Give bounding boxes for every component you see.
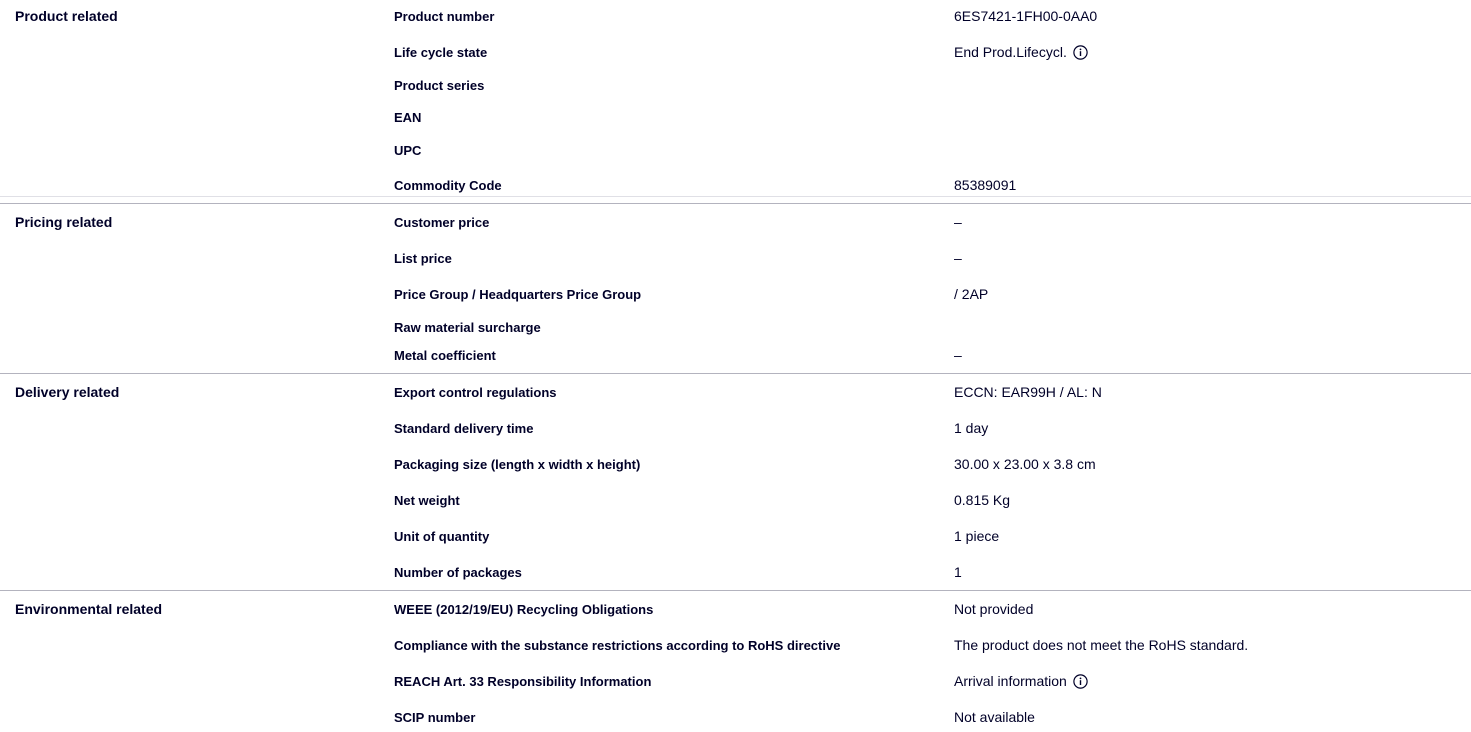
row-value-reach [954,673,1088,689]
row-value-packaging-size [954,456,1096,472]
section-heading-environmental: Environmental related [15,601,163,617]
row-label-raw-material-surcharge: Raw material surcharge [394,320,541,335]
value-text: End Prod.Lifecycl. [954,44,1067,60]
value-text: 0.815 Kg [954,492,1011,508]
row-label-ean: EAN [394,110,422,125]
row-label-commodity-code: Commodity Code [394,178,502,193]
value-text: 1 piece [954,528,1000,544]
row-label-scip-number: SCIP number [394,710,476,725]
row-label-metal-coefficient: Metal coefficient [394,348,496,363]
row-label-customer-price: Customer price [394,215,490,230]
section-divider [0,203,1471,204]
row-label-list-price: List price [394,251,452,266]
section-heading-delivery: Delivery related [15,384,120,400]
value-text: – [954,250,962,266]
row-value-number-of-packages [954,564,962,580]
value-text: 1 day [954,420,989,436]
row-value-customer-price [954,214,962,230]
value-text: – [954,347,962,363]
row-value-commodity-code [954,177,1016,193]
value-text: ECCN: EAR99H / AL: N [954,384,1102,400]
row-label-rohs: Compliance with the substance restrictions according to RoHS directive [394,638,841,653]
row-value-standard-delivery-time [954,420,988,436]
row-label-standard-delivery-time: Standard delivery time [394,421,534,436]
row-label-upc: UPC [394,143,422,158]
value-text: The product does not meet the RoHS standard. [954,637,1249,653]
row-label-export-control: Export control regulations [394,385,557,400]
value-text: Arrival information [954,673,1067,689]
row-value-life-cycle-state [954,44,1088,60]
row-value-unit-of-quantity [954,528,999,544]
row-label-net-weight: Net weight [394,493,460,508]
section-divider [0,373,1471,374]
row-value-export-control [954,384,1102,400]
row-value-weee [954,601,1033,617]
value-text: / 2AP [954,286,989,302]
row-value-scip-number [954,709,1035,725]
row-value-price-group [954,286,988,302]
value-text: Not provided [954,601,1034,617]
value-text: 6ES7421-1FH00-0AA0 [954,8,1098,24]
row-label-product-series: Product series [394,78,485,93]
section-heading-product: Product related [15,8,118,24]
divider [0,196,1471,197]
value-text: 1 [954,564,962,580]
row-label-reach: REACH Art. 33 Responsibility Information [394,674,652,689]
value-text: Not available [954,709,1035,725]
value-text: 30.00 x 23.00 x 3.8 cm [954,456,1096,472]
row-label-price-group: Price Group / Headquarters Price Group [394,287,642,302]
row-label-life-cycle-state: Life cycle state [394,45,488,60]
info-icon[interactable] [1073,674,1088,689]
row-value-list-price [954,250,962,266]
row-value-net-weight [954,492,1010,508]
row-label-unit-of-quantity: Unit of quantity [394,529,490,544]
row-label-product-number: Product number [394,9,495,24]
section-heading-pricing: Pricing related [15,214,113,230]
info-icon[interactable] [1073,45,1088,60]
row-label-weee: WEEE (2012/19/EU) Recycling Obligations [394,602,654,617]
row-value-rohs [954,637,1248,653]
row-label-number-of-packages: Number of packages [394,565,522,580]
row-value-metal-coefficient [954,347,962,363]
section-divider [0,590,1471,591]
row-value-product-number [954,8,1097,24]
value-text: 85389091 [954,177,1017,193]
value-text: – [954,214,962,230]
row-label-packaging-size: Packaging size (length x width x height) [394,457,641,472]
